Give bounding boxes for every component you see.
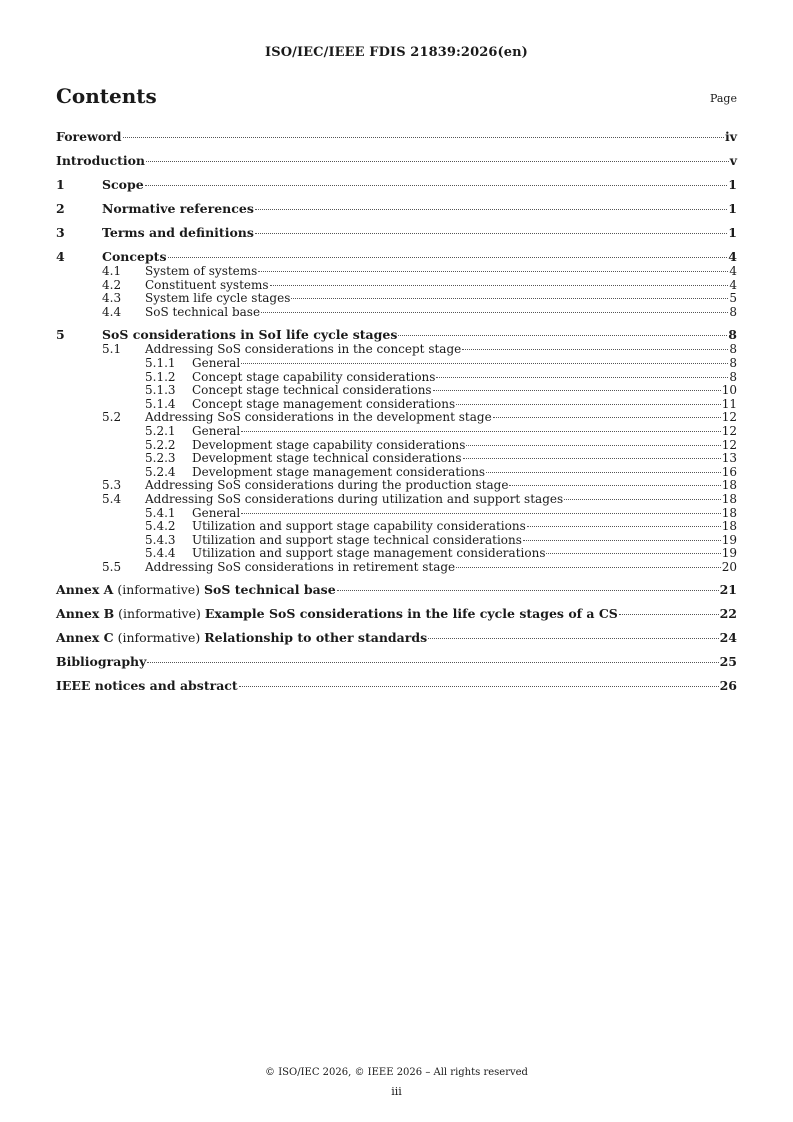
toc-entry[interactable]: [56, 439, 737, 453]
dot-leader: [462, 349, 728, 350]
toc-entry[interactable]: [56, 582, 737, 598]
toc-entry-page: 4: [729, 277, 737, 292]
dot-leader: [239, 686, 719, 687]
dot-leader: [398, 335, 727, 336]
toc-entry[interactable]: [56, 177, 737, 193]
dot-leader: [456, 567, 721, 568]
toc-entry-title: SoS considerations in SoI life cycle stages: [102, 327, 398, 343]
annex-note: (informative): [113, 582, 205, 598]
toc-entry-page: 18: [721, 478, 737, 493]
dot-leader: [509, 485, 720, 486]
toc-entry-page: iv: [724, 129, 737, 144]
toc-entry-title: Scope: [102, 177, 144, 192]
toc-entry-number: 4.1: [102, 264, 122, 278]
toc-entry-page: 1: [728, 177, 737, 192]
toc-entry-title: Addressing SoS considerations in the concept stage: [145, 342, 462, 357]
toc-entry-number: 5.4.1: [145, 505, 176, 520]
dot-leader: [523, 540, 721, 541]
toc-entry[interactable]: [56, 520, 737, 534]
dot-leader: [147, 662, 718, 663]
toc-entry[interactable]: [56, 129, 737, 145]
dot-leader: [145, 185, 728, 186]
toc-entry-title: [56, 630, 427, 646]
toc-entry-page: 12: [721, 437, 737, 452]
toc-entry[interactable]: [56, 249, 737, 265]
toc-entry[interactable]: [56, 561, 737, 575]
dot-leader: [564, 499, 721, 500]
toc-entry-page: 13: [721, 451, 737, 466]
toc-entry[interactable]: [56, 606, 737, 622]
contents-heading: Contents: [56, 84, 157, 108]
toc-entry-number: 5.1.1: [145, 355, 176, 370]
toc-entry[interactable]: [56, 678, 737, 694]
toc-entry-page: 24: [719, 630, 737, 646]
toc-entry-number: 1: [56, 177, 65, 192]
toc-entry-number: 5: [56, 327, 65, 343]
toc-entry-number: 5.1.2: [145, 369, 176, 384]
toc-entry[interactable]: [56, 225, 737, 241]
toc-entry-number: 5.2: [102, 410, 122, 425]
toc-entry-page: 12: [721, 423, 737, 438]
toc-entry-page: 11: [721, 396, 737, 411]
toc-entry[interactable]: [56, 493, 737, 507]
toc-entry-title: System life cycle stages: [145, 291, 291, 306]
toc-entry-title: Foreword: [56, 129, 122, 144]
toc-entry-page: 26: [719, 678, 737, 694]
toc-entry-number: 5.3: [102, 478, 122, 493]
table-of-contents: [56, 129, 737, 694]
toc-entry-title: Addressing SoS considerations during the production stage: [145, 478, 509, 493]
dot-leader: [428, 638, 718, 639]
toc-entry[interactable]: [56, 654, 737, 670]
toc-entry-page: 10: [721, 383, 737, 398]
dot-leader: [527, 526, 721, 527]
toc-entry-page: 21: [719, 582, 737, 598]
toc-entry[interactable]: [56, 153, 737, 169]
toc-entry-title: Addressing SoS considerations in retirement stage: [145, 559, 456, 574]
toc-entry-page: 8: [729, 304, 737, 319]
toc-entry-title: Development stage technical considerations: [192, 451, 462, 466]
toc-entry-title: Introduction: [56, 153, 146, 168]
toc-entry-page: 4: [728, 249, 737, 264]
annex-title: Relationship to other standards: [204, 630, 428, 646]
toc-entry[interactable]: [56, 630, 737, 646]
toc-entry-title: Constituent systems: [145, 277, 269, 292]
document-header: ISO/IEC/IEEE FDIS 21839:2026(en): [265, 45, 528, 60]
dot-leader: [619, 614, 719, 615]
toc-entry-title: General: [192, 423, 241, 438]
annex-label: Annex B: [56, 606, 115, 622]
dot-leader: [168, 257, 728, 258]
annex-title: Example SoS considerations in the life cycle stages of a CS: [204, 606, 618, 622]
toc-entry-number: 5.2.4: [145, 464, 176, 479]
toc-entry-title: Utilization and support stage capability considerations: [192, 519, 526, 534]
toc-entry-page: 12: [721, 410, 737, 425]
toc-entry[interactable]: [56, 357, 737, 371]
toc-entry[interactable]: [56, 384, 737, 398]
toc-entry-page: 8: [728, 327, 737, 343]
toc-entry-page: v: [729, 153, 737, 168]
dot-leader: [466, 445, 720, 446]
toc-entry[interactable]: [56, 452, 737, 466]
toc-entry-number: 2: [56, 201, 65, 216]
toc-entry[interactable]: [56, 479, 737, 493]
toc-entry-title: Concept stage capability considerations: [192, 369, 436, 384]
dot-leader: [123, 137, 724, 138]
toc-entry-title: Development stage management considerations: [192, 464, 486, 479]
dot-leader: [433, 390, 721, 391]
dot-leader: [456, 404, 721, 405]
toc-entry-number: 4.4: [102, 304, 122, 319]
toc-entry[interactable]: [56, 201, 737, 217]
toc-entry-title: Addressing SoS considerations during utilization and support stages: [145, 491, 564, 506]
toc-entry-page: 8: [729, 369, 737, 384]
toc-entry-number: 5.2.2: [145, 437, 176, 452]
toc-entry-number: 5.2.1: [145, 423, 176, 438]
toc-entry-title: General: [192, 355, 241, 370]
toc-entry-title: Concepts: [102, 249, 167, 264]
dot-leader: [546, 553, 720, 554]
toc-entry-page: 19: [721, 546, 737, 561]
toc-entry-number: 5.1.4: [145, 396, 176, 411]
toc-entry-number: 5.4: [102, 491, 122, 506]
toc-entry-page: 16: [721, 464, 737, 479]
toc-entry-number: 3: [56, 225, 65, 240]
annex-label: Annex C: [56, 630, 114, 646]
toc-entry-number: 5.4.2: [145, 519, 176, 534]
toc-entry-title: [56, 582, 336, 598]
toc-entry-title: Development stage capability considerations: [192, 437, 466, 452]
dot-leader: [258, 271, 728, 272]
toc-entry-page: 22: [719, 606, 737, 622]
dot-leader: [463, 458, 721, 459]
copyright-notice: © ISO/IEC 2026, © IEEE 2026 – All rights reserved: [265, 1067, 528, 1078]
toc-entry[interactable]: [56, 292, 737, 306]
dot-leader: [146, 161, 729, 162]
toc-entry-title: Concept stage technical considerations: [192, 383, 432, 398]
toc-entry-title: General: [192, 505, 241, 520]
dot-leader: [255, 233, 727, 234]
toc-entry-page: 1: [728, 225, 737, 240]
toc-entry-page: 19: [721, 532, 737, 547]
toc-entry-number: 4.3: [102, 291, 122, 306]
annex-note: (informative): [114, 606, 205, 622]
toc-entry-page: 18: [721, 491, 737, 506]
toc-entry-page: 1: [728, 201, 737, 216]
toc-entry[interactable]: [56, 411, 737, 425]
dot-leader: [436, 377, 728, 378]
annex-title: SoS technical base: [204, 582, 336, 598]
toc-entry-page: 18: [721, 505, 737, 520]
toc-entry-title: Terms and definitions: [102, 225, 254, 240]
toc-entry-number: 5.4.4: [145, 546, 176, 561]
dot-leader: [261, 312, 728, 313]
toc-entry-title: Utilization and support stage management considerations: [192, 546, 546, 561]
toc-entry[interactable]: [56, 265, 737, 279]
toc-entry-title: Bibliography: [56, 654, 147, 670]
toc-entry[interactable]: [56, 279, 737, 293]
toc-entry-title: Utilization and support stage technical considerations: [192, 532, 522, 547]
dot-leader: [255, 209, 727, 210]
dot-leader: [270, 285, 729, 286]
toc-entry-title: SoS technical base: [145, 304, 261, 319]
toc-entry-page: 18: [721, 519, 737, 534]
toc-entry-page: 8: [729, 355, 737, 370]
toc-entry[interactable]: [56, 398, 737, 412]
dot-leader: [241, 513, 720, 514]
dot-leader: [486, 472, 721, 473]
toc-entry-title: Concept stage management considerations: [192, 396, 456, 411]
toc-entry[interactable]: [56, 343, 737, 357]
toc-entry-number: 4.2: [102, 277, 122, 292]
dot-leader: [241, 431, 720, 432]
toc-entry-page: 25: [719, 654, 737, 670]
toc-entry-title: IEEE notices and abstract: [56, 678, 238, 694]
toc-entry-page: 5: [729, 291, 737, 306]
toc-entry-number: 4: [56, 249, 65, 264]
page-column-label: Page: [709, 92, 737, 105]
dot-leader: [241, 363, 728, 364]
dot-leader: [337, 590, 719, 591]
toc-entry-title: Addressing SoS considerations in the development stage: [145, 410, 492, 425]
toc-entry-page: 4: [729, 264, 737, 278]
page-number: iii: [391, 1085, 402, 1098]
toc-entry[interactable]: [56, 507, 737, 521]
toc-entry[interactable]: [56, 327, 737, 343]
toc-entry-number: 5.1.3: [145, 383, 176, 398]
toc-entry-number: 5.2.3: [145, 451, 176, 466]
toc-entry-title: Normative references: [102, 201, 254, 216]
toc-entry[interactable]: [56, 425, 737, 439]
toc-entry[interactable]: [56, 306, 737, 320]
toc-entry-number: 5.1: [102, 342, 122, 357]
toc-entry-title: [56, 606, 618, 622]
toc-entry-page: 8: [729, 342, 737, 357]
toc-entry[interactable]: [56, 466, 737, 480]
toc-entry-number: 5.4.3: [145, 532, 176, 547]
dot-leader: [493, 417, 721, 418]
toc-entry-page: 20: [721, 559, 737, 574]
toc-entry-title: System of systems: [145, 264, 258, 278]
annex-label: Annex A: [56, 582, 114, 598]
toc-entry-number: 5.5: [102, 559, 122, 574]
dot-leader: [291, 298, 728, 299]
toc-entry[interactable]: [56, 534, 737, 548]
annex-note: (informative): [113, 630, 205, 646]
toc-entry[interactable]: [56, 547, 737, 561]
toc-entry[interactable]: [56, 371, 737, 385]
